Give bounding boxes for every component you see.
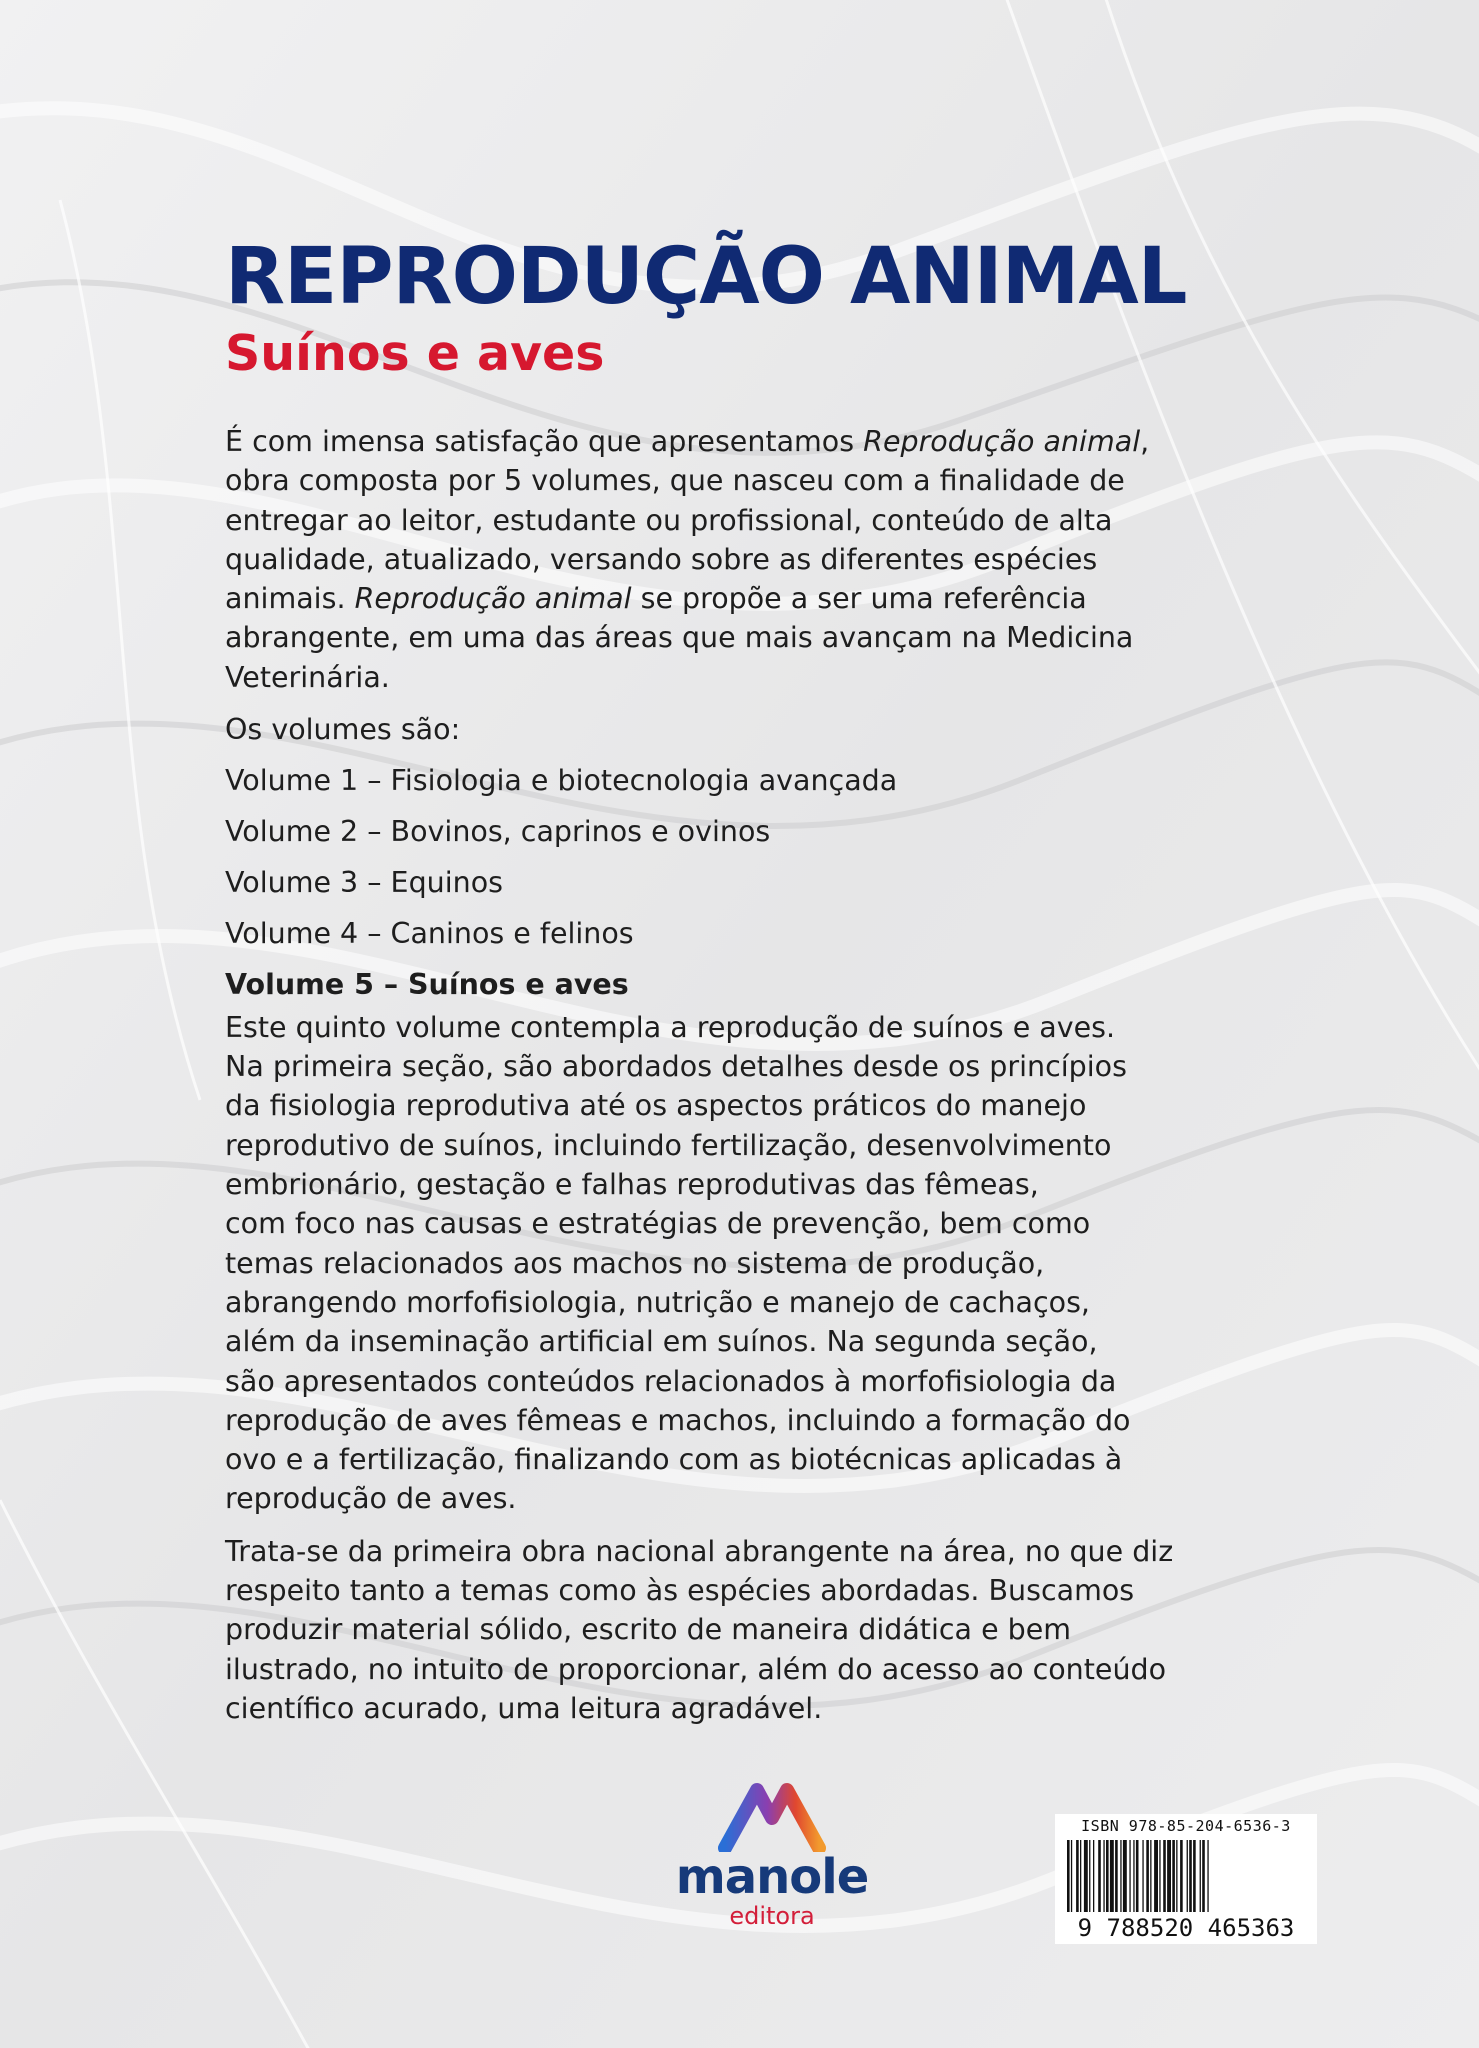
- intro-line: É com imensa satisfação que apresentamos Reprodução animal,: [225, 425, 1150, 458]
- publisher-name: manole: [675, 1849, 869, 1905]
- book-subtitle: Suínos e aves: [225, 325, 605, 382]
- publisher-subtitle: editora: [729, 1902, 815, 1930]
- back-cover-content: [225, 232, 1285, 1741]
- description-paragraph: [225, 1008, 1285, 1519]
- intro-line: entregar ao leitor, estudante ou profissional, conteúdo de alta: [225, 503, 1113, 537]
- description-line: reprodução de aves fêmeas e machos, incluindo a formação do: [225, 1403, 1131, 1437]
- book-title: REPRODUÇÃO ANIMAL: [225, 232, 1187, 322]
- publisher-logo: [622, 1782, 922, 1952]
- description-line: são apresentados conteúdos relacionados à morfofisiologia da: [225, 1364, 1117, 1398]
- closing-line: científico acurado, uma leitura agradável.: [225, 1691, 823, 1725]
- closing-line: Trata-se da primeira obra nacional abrangente na área, no que diz: [225, 1534, 1174, 1568]
- barcode-icon: [1067, 1840, 1305, 1912]
- description-line: temas relacionados aos machos no sistema de produção,: [225, 1246, 1045, 1280]
- isbn-label: ISBN 978-85-204-6536-3: [1081, 1817, 1291, 1835]
- intro-line: abrangente, em uma das áreas que mais avançam na Medicina: [225, 621, 1134, 655]
- description-line: abrangendo morfofisiologia, nutrição e manejo de cachaços,: [225, 1285, 1090, 1319]
- intro-line: qualidade, atualizado, versando sobre as diferentes espécies: [225, 542, 1098, 576]
- description-line: da fisiologia reprodutiva até os aspectos práticos do manejo: [225, 1089, 1087, 1123]
- description-line: reprodutivo de suínos, incluindo fertilização, desenvolvimento: [225, 1128, 1112, 1162]
- intro-line: obra composta por 5 volumes, que nasceu com a finalidade de: [225, 464, 1125, 498]
- volume-item: Volume 2 – Bovinos, caprinos e ovinos: [225, 814, 771, 848]
- volumes-heading: Os volumes são:: [225, 713, 461, 747]
- intro-paragraph: [225, 422, 1285, 697]
- intro-line: Veterinária.: [225, 660, 390, 694]
- current-volume-heading: Volume 5 – Suínos e aves: [225, 967, 629, 1001]
- isbn-barcode: [1055, 1814, 1317, 1944]
- description-line: reprodução de aves.: [225, 1482, 517, 1516]
- description-line: Na primeira seção, são abordados detalhes desde os princípios: [225, 1050, 1127, 1084]
- ean-digits: 9 788520 465363: [1077, 1914, 1295, 1942]
- description-line: com foco nas causas e estratégias de prevenção, bem como: [225, 1207, 1091, 1241]
- volume-item: Volume 3 – Equinos: [225, 865, 503, 899]
- volume-item: Volume 1 – Fisiologia e biotecnologia avançada: [225, 763, 898, 797]
- closing-line: ilustrado, no intuito de proporcionar, além do acesso ao conteúdo: [225, 1652, 1167, 1686]
- closing-line: produzir material sólido, escrito de maneira didática e bem: [225, 1613, 1072, 1647]
- description-line: Este quinto volume contempla a reprodução de suínos e aves.: [225, 1010, 1116, 1044]
- closing-line: respeito tanto a temas como às espécies abordadas. Buscamos: [225, 1573, 1135, 1607]
- description-line: embrionário, gestação e falhas reprodutivas das fêmeas,: [225, 1168, 1039, 1202]
- volume-item: Volume 4 – Caninos e felinos: [225, 916, 634, 950]
- intro-line: animais. Reprodução animal se propõe a ser uma referência: [225, 582, 1087, 616]
- manole-mark-icon: [717, 1782, 827, 1852]
- description-line: além da inseminação artificial em suínos. Na segunda seção,: [225, 1325, 1098, 1359]
- description-line: ovo e a fertilização, finalizando com as biotécnicas aplicadas à: [225, 1443, 1123, 1477]
- closing-paragraph: [225, 1532, 1285, 1728]
